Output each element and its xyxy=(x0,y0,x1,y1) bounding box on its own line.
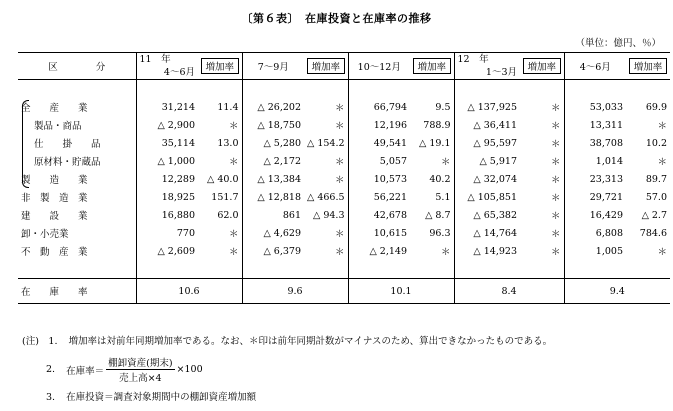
note-1-text: 増加率は対前年同期増加率である。なお、＊印は前年同期計数がマイナスのため、算出できなかったものである。 xyxy=(68,336,553,347)
rate-cell: ＊ xyxy=(304,170,348,188)
inventory-ratio-label: 在 庫 率 xyxy=(18,279,136,304)
rate-cell: ＊ xyxy=(304,242,348,260)
value-cell: △ 95,597 xyxy=(473,137,517,149)
rate-cell: ＊ xyxy=(520,98,564,116)
rate-cell: ＊ xyxy=(304,224,348,242)
note-3-marker: 3. xyxy=(46,392,56,403)
value-cell: 18,925 xyxy=(161,191,195,203)
rate-cell: ＊ xyxy=(520,116,564,134)
table-row xyxy=(18,98,670,116)
header-category: 区 分 xyxy=(18,53,136,80)
note-1 xyxy=(22,333,552,347)
header-period-4 xyxy=(454,53,520,80)
rate-cell: ＊ xyxy=(520,134,564,152)
rate-cell: 62.0 xyxy=(198,206,242,224)
note-2-rhs: ×100 xyxy=(176,364,203,375)
header-row xyxy=(18,53,670,80)
value-cell: △ 137,925 xyxy=(467,101,517,113)
note-2-lhs: 在庫率＝ xyxy=(66,365,105,377)
header-rate-5: 増加率 xyxy=(629,58,667,74)
value-cell: 23,313 xyxy=(589,173,623,185)
value-cell: 42,678 xyxy=(373,209,407,221)
value-cell: 16,880 xyxy=(161,209,195,221)
value-cell: 12,289 xyxy=(161,173,195,185)
header-rate-1: 増加率 xyxy=(201,58,239,74)
rate-cell: 784.6 xyxy=(639,227,667,239)
value-cell: △ 14,764 xyxy=(473,227,517,239)
value-cell: △ 1,000 xyxy=(157,155,195,167)
rate-cell: ＊ xyxy=(520,242,564,260)
value-cell: △ 5,280 xyxy=(263,137,301,149)
value-cell: △ 2,900 xyxy=(157,119,195,131)
value-cell: 38,708 xyxy=(589,137,623,149)
row-label: 製 造 業 xyxy=(18,170,136,188)
rate-cell: △ 19.1 xyxy=(410,134,454,152)
value-cell: 53,033 xyxy=(589,101,623,113)
rate-cell: ＊ xyxy=(520,152,564,170)
row-label: 非 製 造 業 xyxy=(18,188,136,206)
value-cell: 5,057 xyxy=(379,155,407,167)
rate-cell: ＊ xyxy=(520,170,564,188)
rate-cell: ＊ xyxy=(657,247,667,258)
rate-cell: ＊ xyxy=(520,188,564,206)
rate-cell: △ 40.0 xyxy=(198,170,242,188)
row-label: 卸・小売業 xyxy=(18,224,136,242)
value-cell: 10,615 xyxy=(373,227,407,239)
value-cell: △ 12,818 xyxy=(257,191,301,203)
value-cell: △ 6,379 xyxy=(263,245,301,257)
rate-cell: 11.4 xyxy=(198,98,242,116)
rate-cell: △ 2.7 xyxy=(641,209,667,221)
value-cell: 1,014 xyxy=(595,155,623,167)
rate-cell: 69.9 xyxy=(645,101,667,113)
value-cell: △ 18,750 xyxy=(257,119,301,131)
inventory-ratio-row xyxy=(18,279,670,304)
value-cell: △ 2,172 xyxy=(263,155,301,167)
note-2 xyxy=(46,355,203,384)
rate-cell: ＊ xyxy=(198,116,242,134)
value-cell: △ 5,917 xyxy=(479,155,517,167)
inventory-ratio-value: 10.1 xyxy=(348,279,454,304)
rate-cell: ＊ xyxy=(304,116,348,134)
value-cell: 29,721 xyxy=(589,191,623,203)
value-cell: △ 13,384 xyxy=(257,173,301,185)
row-label: 仕 掛 品 xyxy=(18,134,136,152)
value-cell: 49,541 xyxy=(373,137,407,149)
row-label: 製品・商品 xyxy=(18,116,136,134)
inventory-ratio-value: 9.6 xyxy=(242,279,348,304)
value-cell: 66,794 xyxy=(373,101,407,113)
note-3 xyxy=(46,389,256,403)
table-row xyxy=(18,134,670,152)
rate-cell: △ 8.7 xyxy=(410,206,454,224)
rate-cell: △ 154.2 xyxy=(304,134,348,152)
value-cell: 1,005 xyxy=(595,245,623,257)
rate-cell: 40.2 xyxy=(410,170,454,188)
rate-cell: 13.0 xyxy=(198,134,242,152)
header-period-3: 10～12月 xyxy=(348,53,410,80)
value-cell: 35,114 xyxy=(161,137,195,149)
rate-cell: ＊ xyxy=(198,152,242,170)
value-cell: 770 xyxy=(176,227,195,239)
rate-cell: 96.3 xyxy=(410,224,454,242)
row-label: 原材料・貯蔵品 xyxy=(18,152,136,170)
value-cell: △ 65,382 xyxy=(473,209,517,221)
rate-cell: ＊ xyxy=(198,224,242,242)
subitem-bracket xyxy=(22,100,29,188)
inventory-ratio-value: 8.4 xyxy=(454,279,564,304)
table-row xyxy=(18,206,670,224)
rate-cell: ＊ xyxy=(657,121,667,132)
value-cell: 31,214 xyxy=(161,101,195,113)
table-title: 〔第６表〕 在庫投資と在庫率の推移 xyxy=(241,12,432,25)
rate-cell: ＊ xyxy=(520,206,564,224)
value-cell: △ 14,923 xyxy=(473,245,517,257)
value-cell: △ 26,202 xyxy=(257,101,301,113)
row-label: 全 産 業 xyxy=(18,98,136,116)
table-row xyxy=(18,116,670,134)
value-cell: △ 4,629 xyxy=(263,227,301,239)
rate-cell: ＊ xyxy=(520,224,564,242)
rate-cell: ＊ xyxy=(410,242,454,260)
row-label: 建 設 業 xyxy=(18,206,136,224)
value-cell: 16,429 xyxy=(589,209,623,221)
header-period-1 xyxy=(136,53,198,80)
unit-note: （単位：億円、％） xyxy=(575,38,661,49)
note-3-text: 在庫投資＝調査対象期間中の棚卸資産増加額 xyxy=(66,392,257,403)
header-p4-year: 12 年 xyxy=(457,54,489,65)
table-row xyxy=(18,188,670,206)
value-cell: △ 105,851 xyxy=(467,191,517,203)
value-cell: △ 2,149 xyxy=(369,245,407,257)
rate-cell: 5.1 xyxy=(410,188,454,206)
table-body xyxy=(18,98,670,260)
header-rate-3: 増加率 xyxy=(413,58,451,74)
note-2-fraction xyxy=(106,355,174,384)
header-rate-2: 増加率 xyxy=(307,58,345,74)
rate-cell: 57.0 xyxy=(645,191,667,203)
note-2-numerator: 棚卸資産(期末) xyxy=(106,355,174,370)
header-period-2: 7～9月 xyxy=(242,53,304,80)
header-period-5: 4～6月 xyxy=(564,53,626,80)
table-row xyxy=(18,170,670,188)
header-p1-year: 11 年 xyxy=(139,54,171,65)
inventory-ratio-value: 9.4 xyxy=(564,279,670,304)
header-p1-range: 4～6月 xyxy=(163,67,195,78)
table-row xyxy=(18,224,670,242)
value-cell: 13,311 xyxy=(589,119,623,131)
header-rate-4: 増加率 xyxy=(523,58,561,74)
value-cell: 861 xyxy=(282,209,301,221)
value-cell: 6,808 xyxy=(595,227,623,239)
rate-cell: △ 466.5 xyxy=(304,188,348,206)
table-row xyxy=(18,152,670,170)
table-row xyxy=(18,242,670,260)
value-cell: 10,573 xyxy=(373,173,407,185)
rate-cell: 151.7 xyxy=(198,188,242,206)
inventory-table xyxy=(18,52,670,304)
rate-cell: 10.2 xyxy=(645,137,667,149)
value-cell: △ 2,609 xyxy=(157,245,195,257)
value-cell: 12,196 xyxy=(373,119,407,131)
rate-cell: ＊ xyxy=(198,242,242,260)
value-cell: △ 36,411 xyxy=(473,119,517,131)
rate-cell: ＊ xyxy=(657,157,667,168)
rate-cell: ＊ xyxy=(410,152,454,170)
note-2-denominator: 売上高×4 xyxy=(119,373,162,384)
rate-cell: 89.7 xyxy=(645,173,667,185)
rate-cell: 9.5 xyxy=(410,98,454,116)
inventory-ratio-value: 10.6 xyxy=(136,279,242,304)
rate-cell: ＊ xyxy=(304,98,348,116)
rate-cell: △ 94.3 xyxy=(304,206,348,224)
header-p4-range: 1～3月 xyxy=(485,67,517,78)
rate-cell: 788.9 xyxy=(410,116,454,134)
note-1-marker: (注) 1. xyxy=(22,336,58,347)
rate-cell: ＊ xyxy=(304,152,348,170)
value-cell: 56,221 xyxy=(373,191,407,203)
row-label: 不 動 産 業 xyxy=(18,242,136,260)
value-cell: △ 32,074 xyxy=(473,173,517,185)
note-2-marker: 2. xyxy=(46,364,56,375)
